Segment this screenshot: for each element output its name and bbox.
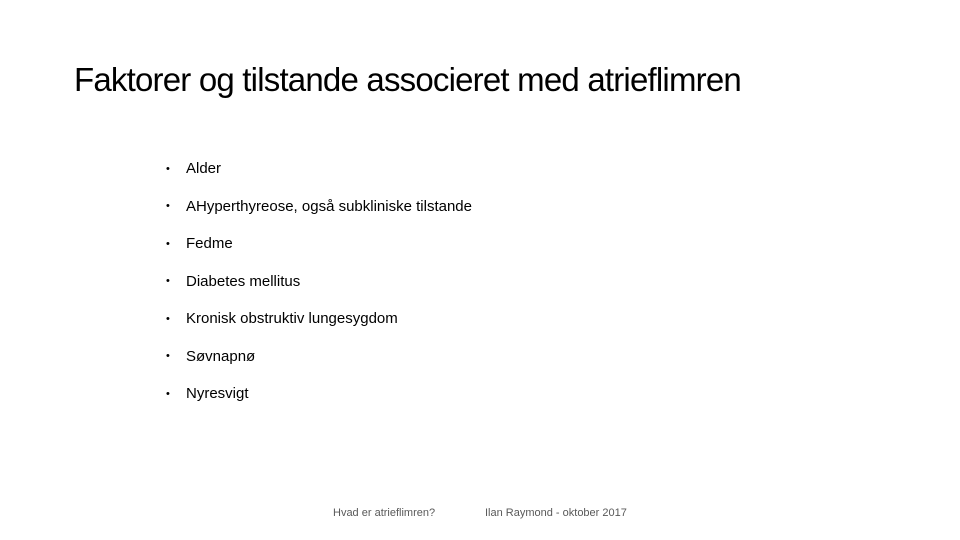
bullet-list (166, 150, 472, 413)
footer-author-date: Ilan Raymond - oktober 2017 (485, 507, 627, 519)
bullet-dot-icon: • (166, 200, 170, 213)
bullet-text: Nyresvigt (186, 385, 249, 403)
bullet-dot-icon: • (166, 162, 170, 175)
list-item (166, 263, 472, 301)
list-item (166, 300, 472, 338)
bullet-text: Diabetes mellitus (186, 272, 301, 290)
bullet-dot-icon: • (166, 275, 170, 288)
bullet-dot-icon: • (166, 237, 170, 250)
list-item (166, 338, 472, 376)
list-item (166, 225, 472, 263)
bullet-text: AHyperthyreose, også subkliniske tilstande (186, 197, 472, 215)
bullet-text: Kronisk obstruktiv lungesygdom (186, 310, 398, 328)
footer-presentation-title: Hvad er atrieflimren? (333, 507, 436, 519)
bullet-dot-icon: • (166, 312, 170, 325)
slide-title: Faktorer og tilstande associeret med atrieflimren (74, 61, 741, 98)
list-item (166, 150, 472, 188)
bullet-dot-icon: • (166, 387, 170, 400)
bullet-text: Alder (186, 160, 222, 178)
list-item (166, 375, 472, 413)
list-item (166, 188, 472, 226)
bullet-dot-icon: • (166, 350, 170, 363)
bullet-text: Fedme (186, 235, 233, 253)
bullet-text: Søvnapnø (186, 347, 256, 365)
